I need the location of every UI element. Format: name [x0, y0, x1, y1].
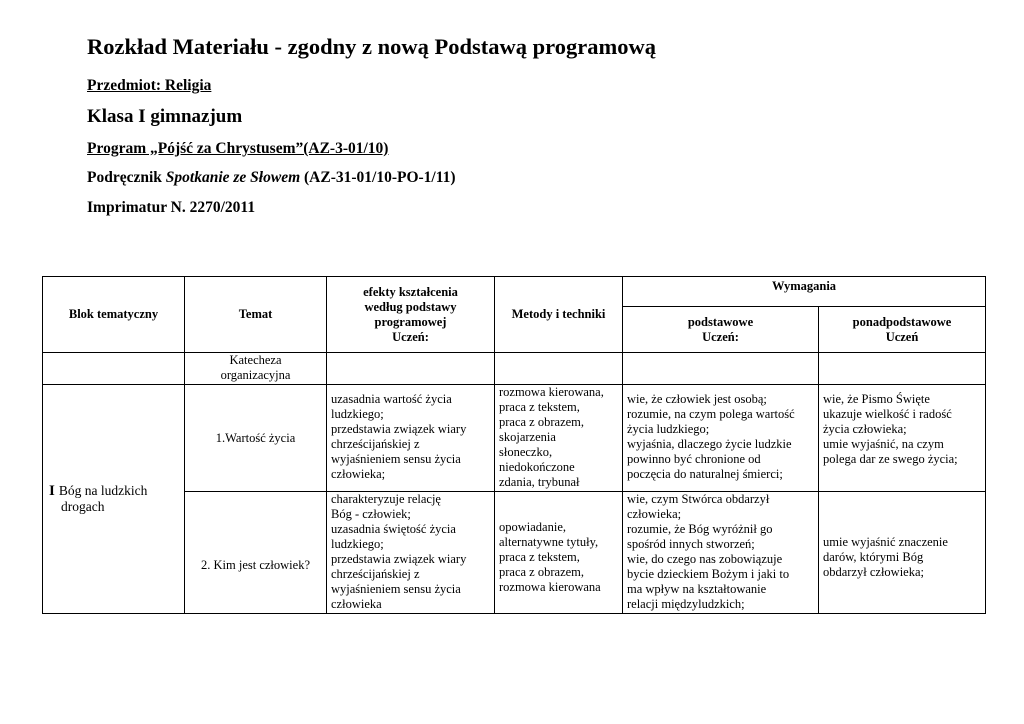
methods-cell: [495, 385, 623, 492]
block-cell: [43, 385, 185, 614]
advanced-cell: [819, 492, 986, 614]
effects-line: ludzkiego;: [331, 407, 384, 421]
methods-line: alternatywne tytuły,: [499, 535, 599, 549]
block-number: I: [49, 483, 55, 499]
table-row: [43, 353, 986, 385]
effects-line: Bóg - człowiek;: [331, 507, 411, 521]
basic-line: spośród innych stworzeń;: [627, 537, 755, 551]
textbook-code: (AZ-31-01/10-PO-1/11): [300, 169, 456, 186]
basic-line: człowieka;: [627, 507, 682, 521]
org-block-cell: [43, 353, 185, 385]
basic-line: bycie dzieckiem Bożym i jaki to: [627, 567, 790, 581]
header-effects: [327, 277, 495, 353]
curriculum-table: [42, 276, 986, 614]
imprimatur-line: Imprimatur N. 2270/2011: [87, 199, 256, 216]
basic-line: relacji międzyludzkich;: [627, 597, 745, 611]
header-effects-line: Uczeń:: [392, 329, 429, 344]
advanced-line: polega dar ze swego życia;: [823, 452, 958, 466]
textbook-prefix: Podręcznik: [87, 169, 166, 186]
methods-line: rozmowa kierowana,: [499, 385, 604, 399]
org-basic-cell: [623, 353, 819, 385]
table-row: [43, 492, 986, 614]
topic-cell: 2. Kim jest człowiek?: [185, 492, 327, 614]
effects-line: chrześcijańskiej z: [331, 567, 420, 581]
methods-line: praca z tekstem,: [499, 550, 580, 564]
basic-cell: [623, 492, 819, 614]
basic-line: rozumie, że Bóg wyróżnił go: [627, 522, 773, 536]
textbook-title: Spotkanie ze Słowem: [165, 169, 301, 186]
effects-line: chrześcijańskiej z: [331, 437, 420, 451]
basic-line: życia ludzkiego;: [627, 422, 710, 436]
advanced-line: życia człowieka;: [823, 422, 907, 436]
table-row: [43, 385, 986, 492]
org-methods-cell: [495, 353, 623, 385]
methods-line: praca z obrazem,: [499, 415, 585, 429]
effects-line: człowieka: [331, 597, 382, 611]
org-topic-line: Katecheza: [229, 353, 282, 367]
methods-line: zdania, trybunał: [499, 475, 580, 489]
effects-line: wyjaśnieniem sensu życia: [331, 582, 461, 596]
header-row-1: [43, 277, 986, 307]
basic-line: poczęcia do naturalnej śmierci;: [627, 467, 783, 481]
document-title: Rozkład Materiału - zgodny z nową Podstawą programową: [87, 34, 656, 59]
methods-line: praca z obrazem,: [499, 565, 585, 579]
effects-line: uzasadnia świętość życia: [331, 522, 456, 536]
org-effects-cell: [327, 353, 495, 385]
header-advanced-line: ponadpodstawowe: [852, 314, 952, 329]
header-basic-line: Uczeń:: [702, 329, 739, 344]
effects-line: ludzkiego;: [331, 537, 384, 551]
effects-line: uzasadnia wartość życia: [331, 392, 452, 406]
org-topic-cell: [185, 353, 327, 385]
header-effects-line: według podstawy: [364, 299, 457, 314]
basic-line: wyjaśnia, dlaczego życie ludzkie: [627, 437, 792, 451]
advanced-line: wie, że Pismo Święte: [823, 392, 930, 406]
basic-line: powinno być chronione od: [627, 452, 761, 466]
methods-cell: [495, 492, 623, 614]
effects-line: charakteryzuje relację: [331, 492, 441, 506]
basic-line: rozumie, na czym polega wartość: [627, 407, 795, 421]
advanced-cell: [819, 385, 986, 492]
advanced-line: ukazuje wielkość i radość: [823, 407, 952, 421]
program-line: Program „Pójść za Chrystusem”(AZ-3-01/10): [87, 140, 389, 157]
advanced-line: darów, którymi Bóg: [823, 550, 924, 564]
header-basic-line: podstawowe: [687, 314, 754, 329]
advanced-line: umie wyjaśnić znaczenie: [823, 535, 948, 549]
header-effects-line: programowej: [374, 314, 447, 329]
advanced-line: obdarzył człowieka;: [823, 565, 924, 579]
header-requirements: Wymagania: [623, 277, 986, 307]
basic-line: wie, czym Stwórca obdarzył: [627, 492, 770, 506]
header-methods: Metody i techniki: [495, 277, 623, 353]
block-label-line: drogach: [61, 499, 105, 514]
methods-line: niedokończone: [499, 460, 575, 474]
effects-line: człowieka;: [331, 467, 386, 481]
advanced-line: umie wyjaśnić, na czym: [823, 437, 944, 451]
basic-cell: [623, 385, 819, 492]
header-topic: Temat: [185, 277, 327, 353]
effects-line: przedstawia związek wiary: [331, 552, 467, 566]
effects-line: wyjaśnieniem sensu życia: [331, 452, 461, 466]
header-advanced-line: Uczeń: [885, 329, 919, 344]
methods-line: rozmowa kierowana: [499, 580, 601, 594]
class-line: Klasa I gimnazjum: [87, 106, 243, 127]
header-block: Blok tematyczny: [43, 277, 185, 353]
subject-line: Przedmiot: Religia: [87, 77, 212, 94]
methods-line: słoneczko,: [499, 445, 553, 459]
basic-line: wie, że człowiek jest osobą;: [627, 392, 767, 406]
basic-line: ma wpływ na kształtowanie: [627, 582, 767, 596]
org-advanced-cell: [819, 353, 986, 385]
methods-line: opowiadanie,: [499, 520, 566, 534]
topic-cell: 1.Wartość życia: [185, 385, 327, 492]
header-advanced: [819, 307, 986, 353]
header-effects-line: efekty kształcenia: [363, 284, 458, 299]
basic-line: wie, do czego nas zobowiązuje: [627, 552, 783, 566]
block-label-line: Bóg na ludzkich: [58, 483, 148, 498]
org-topic-line: organizacyjna: [220, 368, 291, 382]
textbook-line: [87, 169, 456, 187]
effects-cell: [327, 385, 495, 492]
header-basic: [623, 307, 819, 353]
effects-cell: [327, 492, 495, 614]
methods-line: skojarzenia: [499, 430, 556, 444]
methods-line: praca z tekstem,: [499, 400, 580, 414]
effects-line: przedstawia związek wiary: [331, 422, 467, 436]
